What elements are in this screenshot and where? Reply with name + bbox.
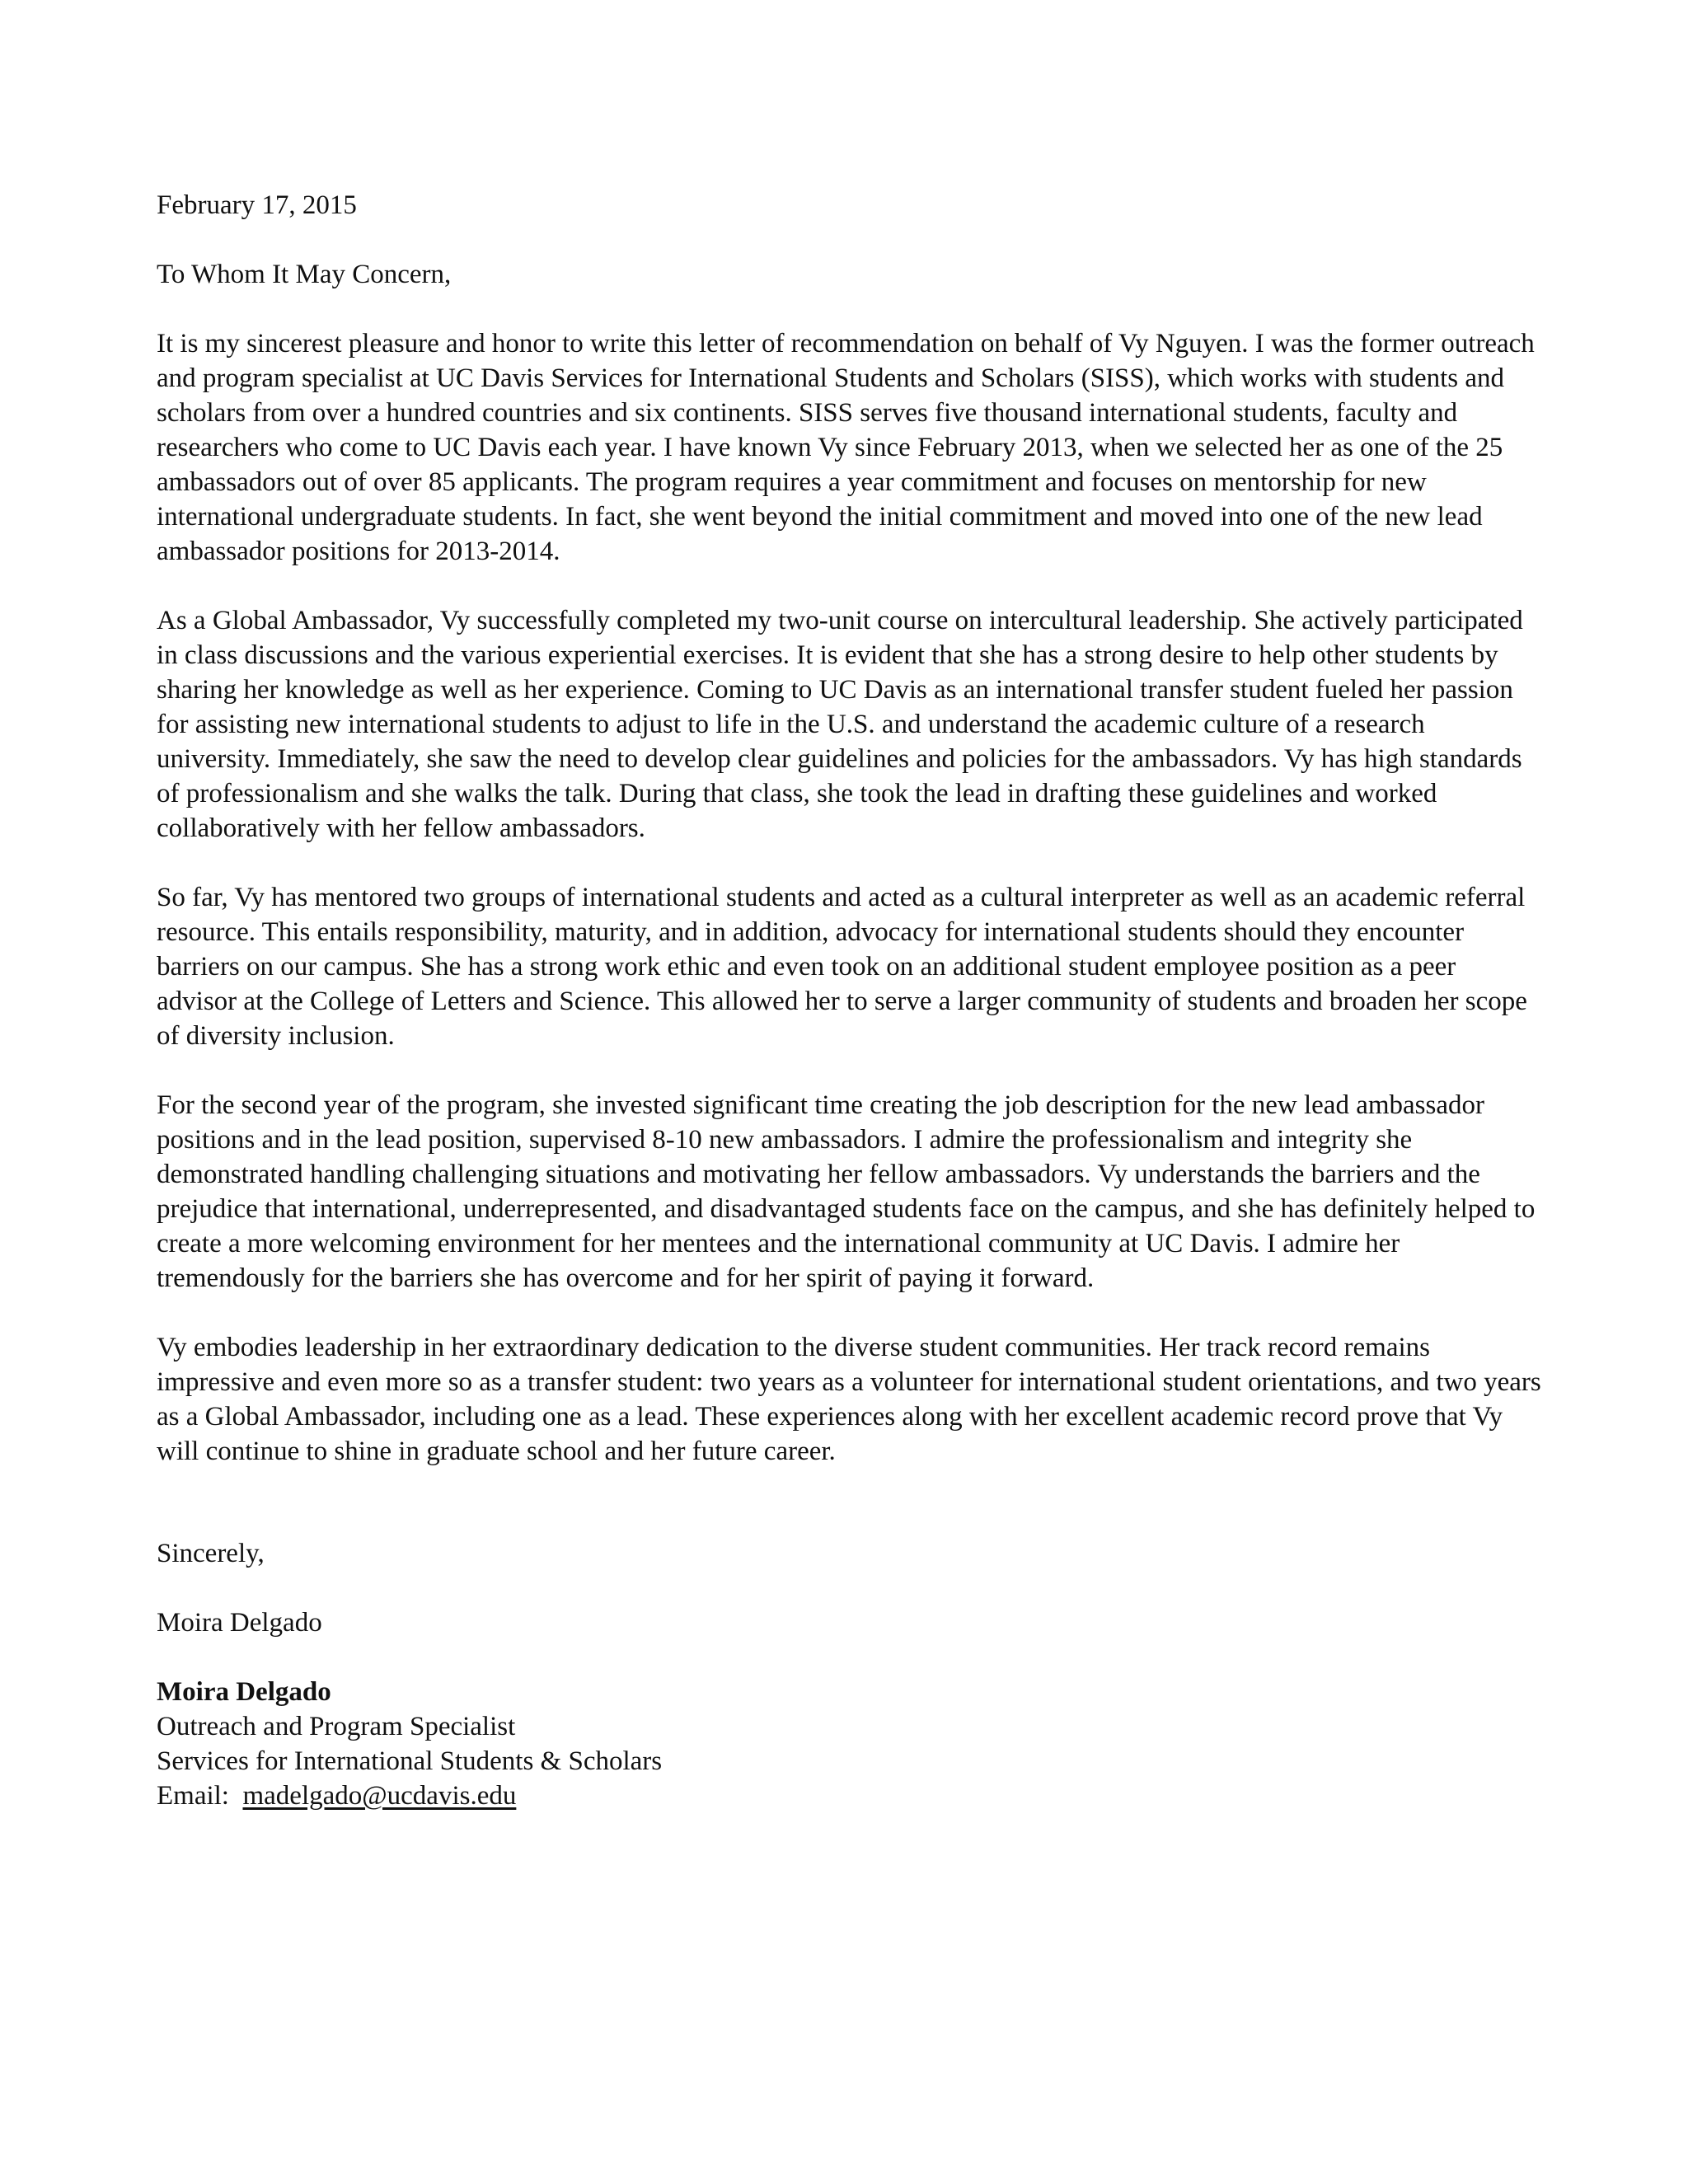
- email-link[interactable]: madelgado@ucdavis.edu: [242, 1781, 517, 1811]
- letter-paragraph-4: For the second year of the program, she invested significant time creating the job description for the new lead ambassador positions and in the lead position, supervised 8-10 new ambassadors. I admire the professionalism and integrity she demonstrated handling challenging situations and motivating her fellow ambassadors. Vy understands the barriers and the prejudice that international, underrepresented, and disadvantaged students face on the campus, and she has definitely helped to create a more welcoming environment for her mentees and the international community at UC Davis. I admire her tremendously for the barriers she has overcome and for her spirit of paying it forward.: [157, 1090, 1536, 1293]
- letter-salutation: To Whom It May Concern,: [157, 260, 452, 289]
- letter-paragraph-3: So far, Vy has mentored two groups of international students and acted as a cultural interpreter as well as an academic referral resource. This entails responsibility, maturity, and in addition, advocacy for international students should they encounter barriers on our campus. She has a strong work ethic and even took on an additional student employee position as a peer advisor at the College of Letters and Science. This allowed her to serve a larger community of students and broaden her scope of diversity inclusion.: [157, 883, 1527, 1051]
- sender-title: Outreach and Program Specialist: [157, 1712, 516, 1741]
- letter-paragraph-2: As a Global Ambassador, Vy successfully completed my two-unit course on intercultural leadership. She actively participated in class discussions and the various experiential exercises. It is evident that she has a strong desire to help other students by sharing her knowledge as well as her experience. Coming to UC Davis as an international transfer student fueled her passion for assisting new international students to adjust to life in the U.S. and understand the academic culture of a research university. Immediately, she saw the need to develop clear guidelines and policies for the ambassadors. Vy has high standards of professionalism and she walks the talk. During that class, she took the lead in drafting these guidelines and worked collaboratively with her fellow ambassadors.: [157, 606, 1523, 843]
- signature: Moira Delgado: [157, 1608, 322, 1638]
- letter-closing: Sincerely,: [157, 1539, 265, 1568]
- letter-paragraph-1: It is my sincerest pleasure and honor to write this letter of recommendation on behalf of Vy Nguyen. I was the former outreach and program specialist at UC Davis Services for International Students and Scholars (SISS), which works with students and scholars from over a hundred countries and six continents. SISS serves five thousand international students, faculty and researchers who come to UC Davis each year. I have known Vy since February 2013, when we selected her as one of the 25 ambassadors out of over 85 applicants. The program requires a year commitment and focuses on mentorship for new international undergraduate students. In fact, she went beyond the initial commitment and moved into one of the new lead ambassador positions for 2013-2014.: [157, 329, 1535, 566]
- sender-email-line: [157, 1779, 1541, 1813]
- sender-organization: Services for International Students & Scholars: [157, 1746, 663, 1776]
- sender-block: [157, 1675, 1541, 1813]
- email-label: Email:: [157, 1781, 229, 1811]
- letter-paragraph-5: Vy embodies leadership in her extraordinary dedication to the diverse student communities. Her track record remains impressive and even more so as a transfer student: two years as a volunteer for international student orientations, and two years as a Global Ambassador, including one as a lead. These experiences along with her excellent academic record prove that Vy will continue to shine in graduate school and her future career.: [157, 1333, 1541, 1466]
- letter-date: February 17, 2015: [157, 190, 357, 220]
- letter: [157, 188, 1541, 1813]
- sender-name: Moira Delgado: [157, 1677, 331, 1707]
